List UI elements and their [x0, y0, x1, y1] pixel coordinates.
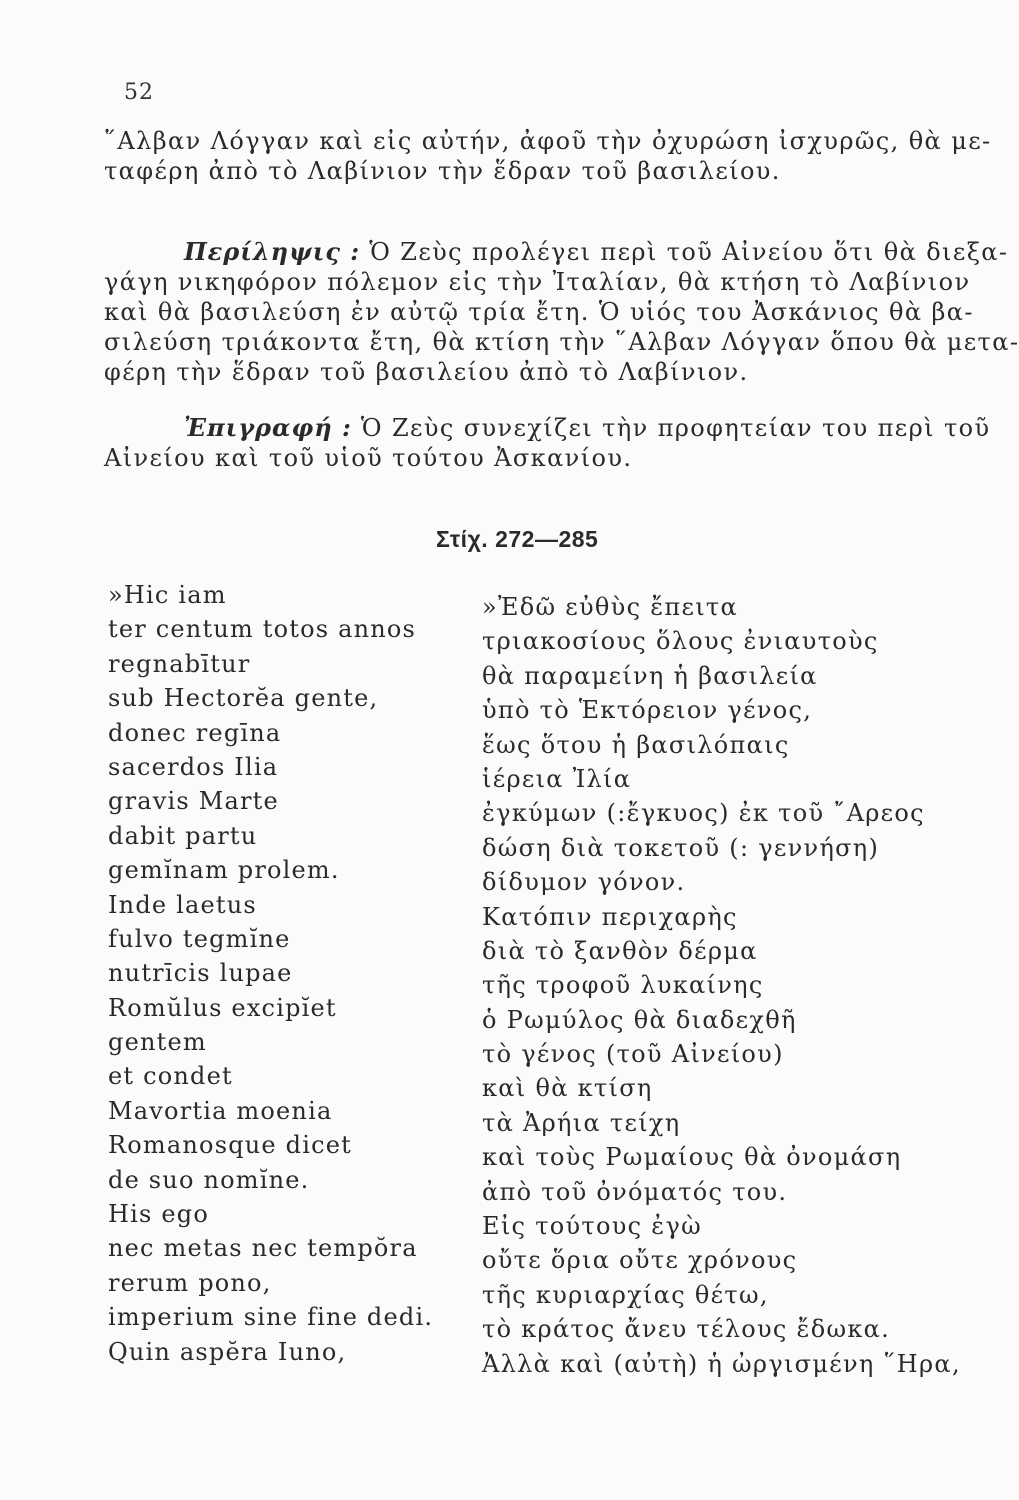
greek-verse-line: διὰ τὸ ξανθὸν δέρμα — [482, 936, 758, 965]
greek-verse-line: δώση διὰ τοκετοῦ (: γεννήση) — [482, 833, 880, 862]
greek-verse-line: Εἰς τούτους ἐγὼ — [482, 1212, 702, 1241]
latin-verse-line: »Hic iam — [108, 581, 227, 609]
greek-verse-line: τὰ Ἀρήια τείχη — [482, 1108, 681, 1137]
epigraph-paragraph — [104, 413, 991, 473]
summary-first-line — [104, 237, 1009, 267]
epigraph-label: Ἐπιγραφή : — [184, 413, 352, 442]
latin-verse-line: imperium sine fine dedi. — [108, 1303, 434, 1332]
greek-verse-line: ὁ Ρωμύλος θὰ διαδεχθῆ — [482, 1005, 797, 1034]
greek-verse-line: ἀπὸ τοῦ ὀνόματός του. — [482, 1177, 788, 1206]
text-line: Ὁ Ζεὺς προλέγει περὶ τοῦ Αἰνείου ὅτι θὰ διεξα- — [369, 238, 1009, 266]
greek-verse-line: καὶ θὰ κτίση — [482, 1074, 653, 1103]
greek-verse-line: τὸ κράτος ἄνευ τέλους ἔδωκα. — [482, 1315, 891, 1344]
greek-verse-line: καὶ τοὺς Ρωμαίους θὰ ὀνομάση — [482, 1143, 902, 1172]
latin-verse-column — [108, 578, 448, 1369]
latin-verse-line: fulvo tegmĭne — [108, 924, 291, 953]
text-line: γάγη νικηφόρον πόλεμον εἰς τὴν Ἰταλίαν, θὰ κτήση τὸ Λαβίνιον — [104, 268, 971, 296]
latin-verse-line: His ego — [108, 1200, 209, 1229]
greek-verse-line: τῆς κυριαρχίας θέτω, — [482, 1280, 769, 1309]
greek-verse-line: ἕως ὅτου ἡ βασιλόπαις — [482, 730, 790, 759]
text-line: Ὁ Ζεὺς συνεχίζει τὴν προφητείαν του περὶ τοῦ — [360, 414, 991, 442]
greek-verse-line: Κατόπιν περιχαρὴς — [482, 902, 738, 931]
latin-verse-line: sub Hectorĕa gente, — [108, 684, 379, 713]
latin-verse-line: ter centum totos annos — [108, 615, 417, 644]
text-line: φέρη τὴν ἕδραν τοῦ βασιλείου ἀπὸ τὸ Λαβίνιον. — [104, 358, 749, 386]
latin-verse-line: Romanosque dicet — [108, 1131, 352, 1160]
greek-verse-line: οὔτε ὅρια οὔτε χρόνους — [482, 1246, 798, 1275]
latin-verse-line: sacerdos Ilia — [108, 752, 279, 781]
latin-verse-line: nutrīcis lupae — [108, 959, 293, 988]
latin-verse-line: Inde laetus — [108, 890, 257, 919]
latin-verse-line: de suo nomĭne. — [108, 1165, 310, 1194]
latin-verse-line: donec regīna — [108, 718, 282, 747]
latin-verse-line: Mavortia moenia — [108, 1096, 333, 1125]
summary-paragraph — [104, 237, 1019, 387]
latin-verse-line: rerum pono, — [108, 1268, 272, 1297]
text-line: ταφέρη ἀπὸ τὸ Λαβίνιον τὴν ἕδραν τοῦ βασιλείου. — [104, 157, 781, 185]
text-line: σιλεύση τριάκοντα ἔτη, θὰ κτίση τὴν ῞Αλβαν Λόγγαν ὅπου θὰ μετα- — [104, 328, 1019, 356]
greek-translation-column — [482, 590, 961, 1381]
greek-verse-line: τῆς τροφοῦ λυκαίνης — [482, 971, 764, 1000]
opening-paragraph — [104, 126, 992, 186]
greek-verse-line: τὸ γένος (τοῦ Αἰνείου) — [482, 1040, 784, 1069]
greek-verse-line: θὰ παραμείνη ἡ βασιλεία — [482, 661, 818, 690]
latin-verse-line: Romŭlus excipĭet — [108, 993, 337, 1022]
latin-verse-line: gentem — [108, 1028, 207, 1057]
latin-verse-line: gemĭnam prolem. — [108, 856, 340, 885]
greek-verse-line: τριακοσίους ὅλους ἐνιαυτοὺς — [482, 627, 879, 656]
latin-verse-line: nec metas nec tempŏra — [108, 1234, 418, 1263]
greek-verse-line: Ἀλλὰ καὶ (αὐτὴ) ἡ ὠργισμένη ῞Ηρα, — [482, 1349, 961, 1378]
page-number: 52 — [124, 80, 154, 105]
epigraph-first-line — [104, 413, 991, 443]
text-line: ῞Αλβαν Λόγγαν καὶ εἰς αὐτήν, ἀφοῦ τὴν ὀχυρώση ἰσχυρῶς, θὰ με- — [104, 127, 992, 155]
latin-verse-line: regnabītur — [108, 649, 251, 678]
latin-verse-line: dabit partu — [108, 821, 258, 850]
latin-verse-line: et condet — [108, 1062, 233, 1091]
summary-label: Περίληψις : — [184, 237, 361, 266]
greek-verse-line: ἐγκύμων (:ἔγκυος) ἐκ τοῦ ῎Αρεος — [482, 799, 925, 828]
latin-verse-line: gravis Marte — [108, 787, 279, 816]
text-line: καὶ θὰ βασιλεύση ἐν αὐτῷ τρία ἔτη. Ὁ υἱός του Ἀσκάνιος θὰ βα- — [104, 298, 974, 326]
verse-heading: Στίχ. 272—285 — [436, 526, 599, 552]
latin-verse-line: Quin aspĕra Iuno, — [108, 1337, 347, 1366]
greek-verse-line: δίδυμον γόνον. — [482, 868, 686, 897]
greek-verse-line: ὑπὸ τὸ Ἑκτόρειον γένος, — [482, 696, 813, 725]
greek-verse-line: ἱέρεια Ἰλία — [482, 764, 632, 793]
greek-verse-line: »Ἐδῶ εὐθὺς ἔπειτα — [482, 593, 739, 621]
text-line: Αἰνείου καὶ τοῦ υἱοῦ τούτου Ἀσκανίου. — [104, 444, 633, 472]
